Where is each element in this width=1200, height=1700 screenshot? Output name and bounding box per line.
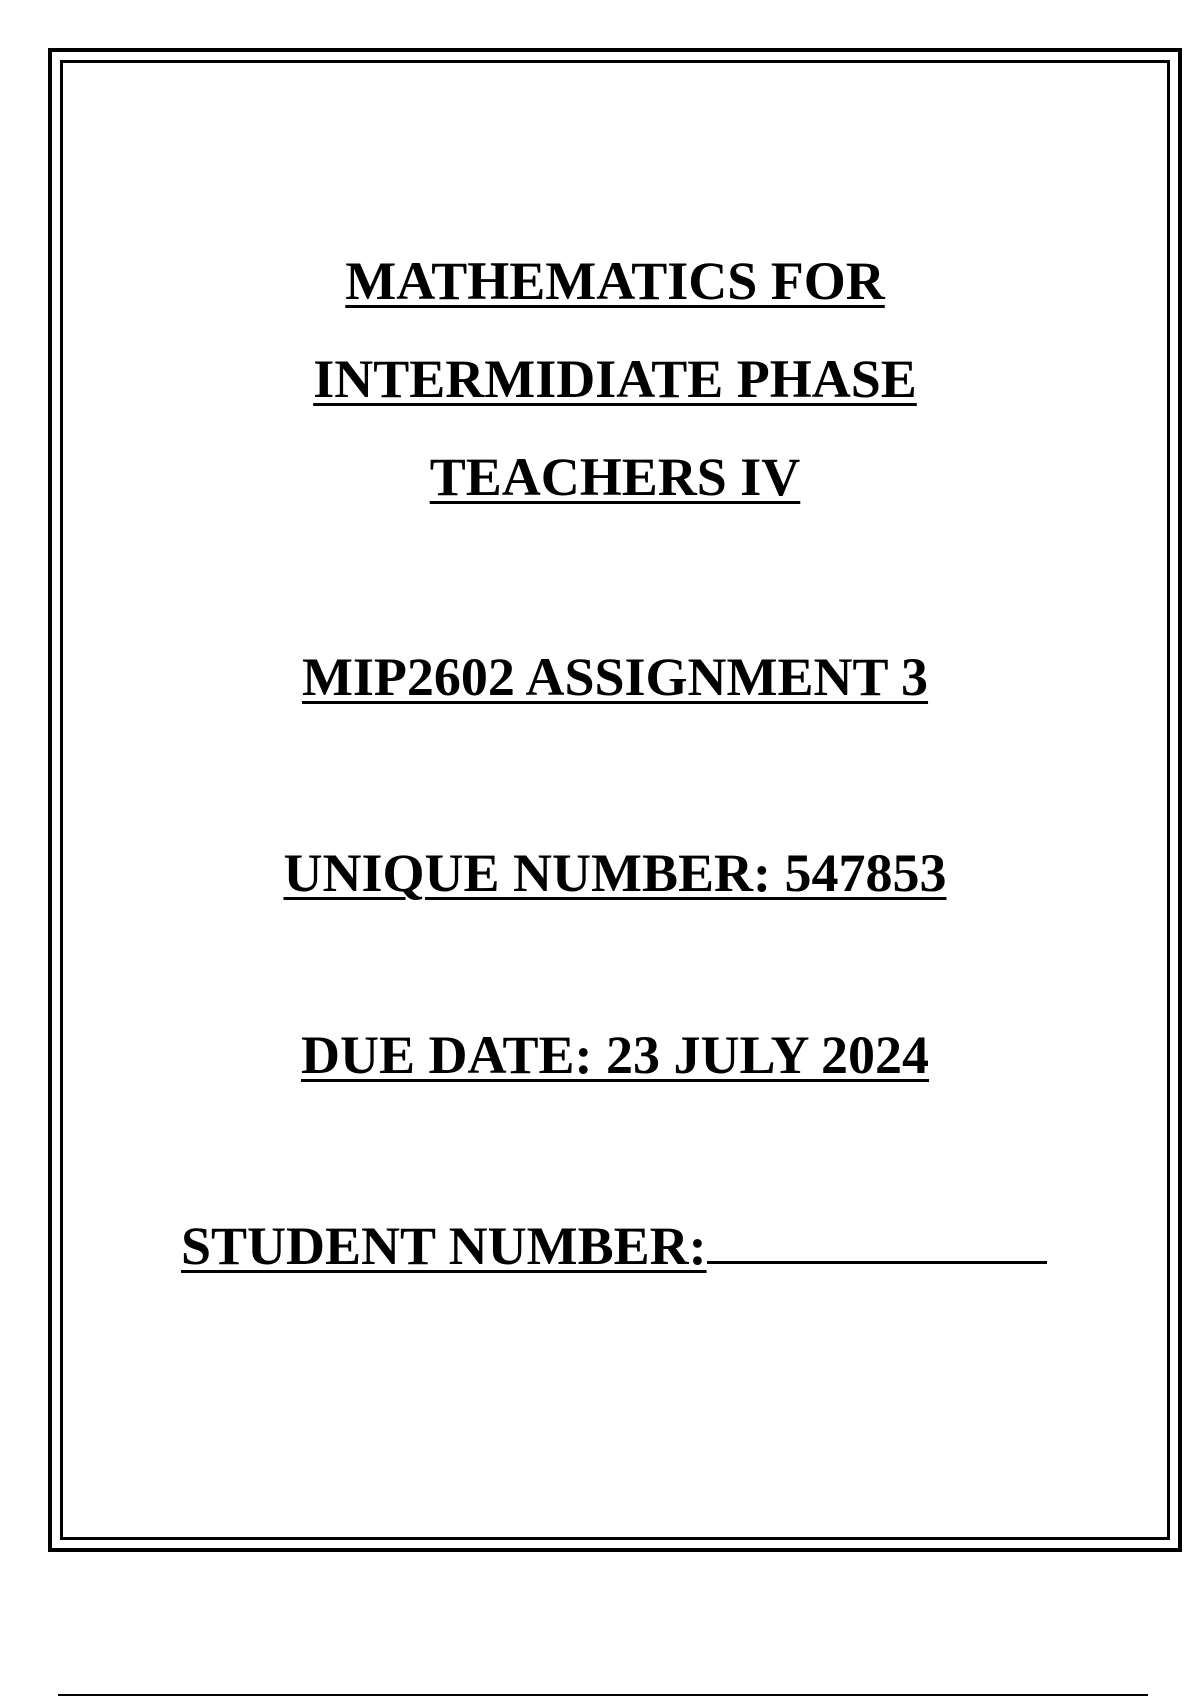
cover-outer-border bbox=[48, 48, 1182, 1552]
course-title-line-1 bbox=[63, 251, 1167, 311]
due-date bbox=[63, 1025, 1167, 1085]
cover-inner-border bbox=[60, 60, 1170, 1540]
footer-rule bbox=[58, 1694, 1148, 1696]
course-title-line-1-text: MATHEMATICS FOR bbox=[345, 251, 885, 311]
assignment-heading bbox=[63, 647, 1167, 707]
unique-number-text: UNIQUE NUMBER: 547853 bbox=[283, 843, 947, 903]
student-number-blank-line[interactable] bbox=[707, 1215, 1047, 1264]
assignment-heading-text: MIP2602 ASSIGNMENT 3 bbox=[301, 647, 929, 707]
student-number-label: STUDENT NUMBER: bbox=[181, 1216, 707, 1276]
due-date-text: DUE DATE: 23 JULY 2024 bbox=[300, 1025, 930, 1085]
course-title-line-3 bbox=[63, 447, 1167, 507]
course-title-line-2-text: INTERMIDIATE PHASE bbox=[313, 349, 917, 409]
course-title-line-3-text: TEACHERS IV bbox=[429, 447, 801, 507]
unique-number bbox=[63, 843, 1167, 903]
course-title-line-2 bbox=[63, 349, 1167, 409]
student-number-row bbox=[181, 1215, 1047, 1276]
